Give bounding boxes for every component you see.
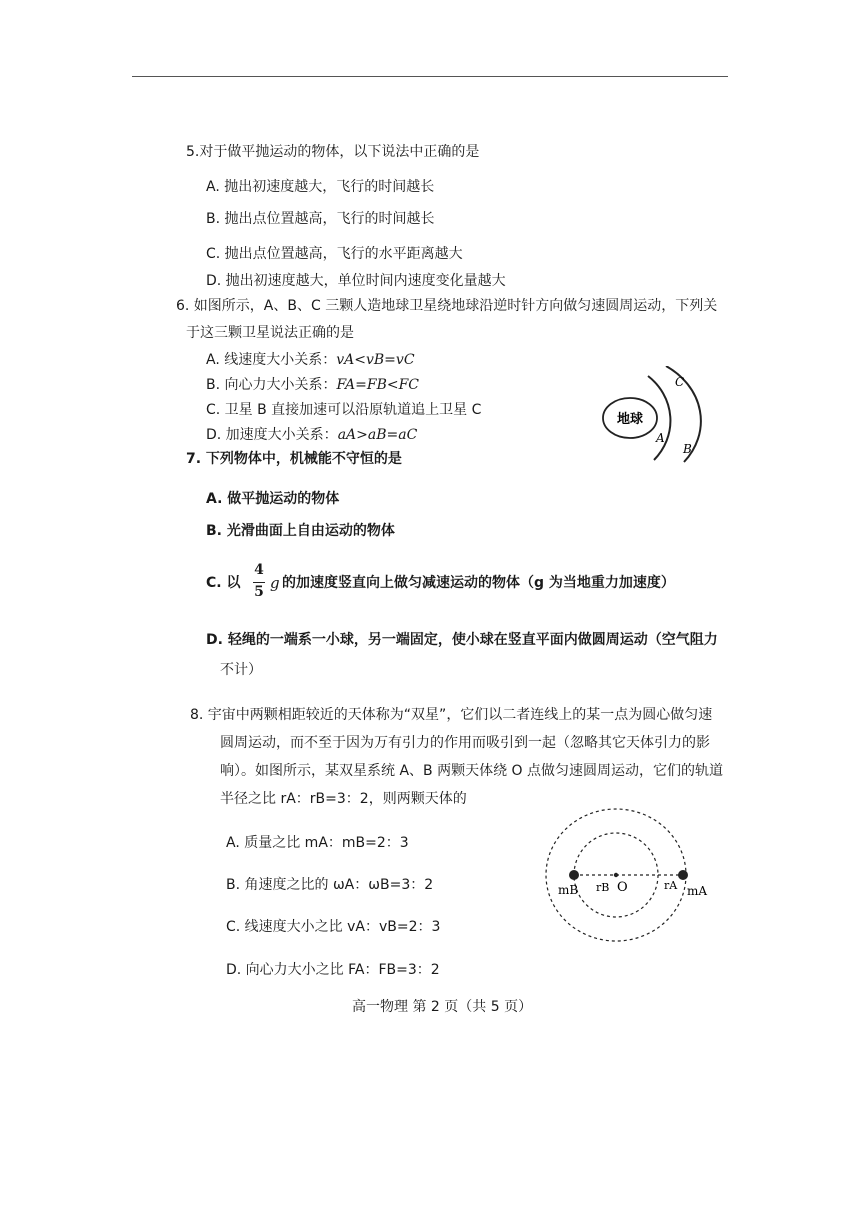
q8-option-c: C. 线速度大小之比 vA：vB=2：3 xyxy=(226,919,441,935)
orbit-inner xyxy=(648,376,670,460)
q5-option-b: B. 抛出点位置越高，飞行的时间越长 xyxy=(206,211,435,227)
q8-stem-line3: 响）。如图所示，某双星系统 A、B 两颗天体绕 O 点做匀速圆周运动，它们的轨道 xyxy=(220,763,723,779)
q8-option-b: B. 角速度之比的 ωA：ωB=3：2 xyxy=(226,877,434,893)
q6-option-d-math: aA>aB=aC xyxy=(337,427,418,443)
q6-option-d xyxy=(206,426,417,444)
binary-star-diagram xyxy=(540,796,720,952)
q7-fraction-numerator: 4 xyxy=(254,562,264,578)
q8-stem-line2: 圆周运动，而不至于因为万有引力的作用而吸引到一起（忽略其它天体引力的影 xyxy=(220,735,710,751)
earth-label: 地球 xyxy=(616,412,644,427)
q6-option-b xyxy=(206,376,419,394)
star-a-icon xyxy=(678,870,688,880)
q5-option-d: D. 抛出初速度越大，单位时间内速度变化量越大 xyxy=(206,273,506,289)
q6-option-b-text: B. 向心力大小关系： xyxy=(206,377,337,393)
q7-fraction-bar xyxy=(253,582,265,583)
q8-option-d: D. 向心力大小之比 FA：FB=3：2 xyxy=(226,962,440,978)
q7-option-a: A. 做平抛运动的物体 xyxy=(206,491,340,507)
q8-option-a: A. 质量之比 mA：mB=2：3 xyxy=(226,835,409,851)
radius-b-label: rB xyxy=(596,881,610,894)
q7-stem: 7. 下列物体中，机械能不守恒的是 xyxy=(186,451,402,467)
star-a-label: mA xyxy=(687,884,708,898)
q7-option-b: B. 光滑曲面上自由运动的物体 xyxy=(206,523,395,539)
star-b-label: mB xyxy=(558,883,579,897)
q7-fraction-denominator: 5 xyxy=(254,584,264,600)
satellite-b-label: B xyxy=(683,442,692,456)
header-rule xyxy=(132,76,728,77)
satellite-c-label: C xyxy=(675,375,685,389)
star-b-icon xyxy=(569,870,579,880)
q5-option-c: C. 抛出点位置越高，飞行的水平距离越大 xyxy=(206,246,463,262)
q8-stem-line4: 半径之比 rA：rB=3：2，则两颗天体的 xyxy=(220,791,467,807)
radius-a-label: rA xyxy=(664,879,678,892)
q7-option-d: D. 轻绳的一端系一小球，另一端固定，使小球在竖直平面内做圆周运动（空气阻力 xyxy=(206,632,718,648)
center-point xyxy=(614,873,618,877)
q6-option-a-text: A. 线速度大小关系： xyxy=(206,352,337,368)
q7-g-symbol: g xyxy=(270,574,280,592)
q6-stem-line1: 6. 如图所示，A、B、C 三颗人造地球卫星绕地球沿逆时针方向做匀速圆周运动，下列关 xyxy=(176,298,718,314)
q6-stem-line2: 于这三颗卫星说法正确的是 xyxy=(186,325,354,341)
page-footer: 高一物理 第 2 页（共 5 页） xyxy=(352,999,533,1015)
q8-stem-line1: 8. 宇宙中两颗相距较近的天体称为“双星”，它们以二者连线上的某一点为圆心做匀速 xyxy=(190,707,713,723)
satellite-orbit-diagram xyxy=(596,366,716,466)
q5-stem: 5.对于做平抛运动的物体，以下说法中正确的是 xyxy=(186,144,480,160)
q6-option-a xyxy=(206,351,415,369)
q6-option-b-math: FA=FB<FC xyxy=(336,377,420,393)
q6-option-a-math: vA<vB=vC xyxy=(336,352,415,368)
q6-option-c: C. 卫星 B 直接加速可以沿原轨道追上卫星 C xyxy=(206,402,482,418)
q7-fraction xyxy=(253,562,267,606)
q7-option-c-prefix: C. 以 xyxy=(206,575,241,591)
center-label: O xyxy=(617,880,628,895)
q7-option-d-line2: 不计） xyxy=(220,662,262,678)
satellite-a-label: A xyxy=(656,431,665,445)
q6-option-d-text: D. 加速度大小关系： xyxy=(206,427,338,443)
q5-option-a: A. 抛出初速度越大，飞行的时间越长 xyxy=(206,179,435,195)
q7-option-c-rest: 的加速度竖直向上做匀减速运动的物体（g 为当地重力加速度） xyxy=(282,575,675,591)
